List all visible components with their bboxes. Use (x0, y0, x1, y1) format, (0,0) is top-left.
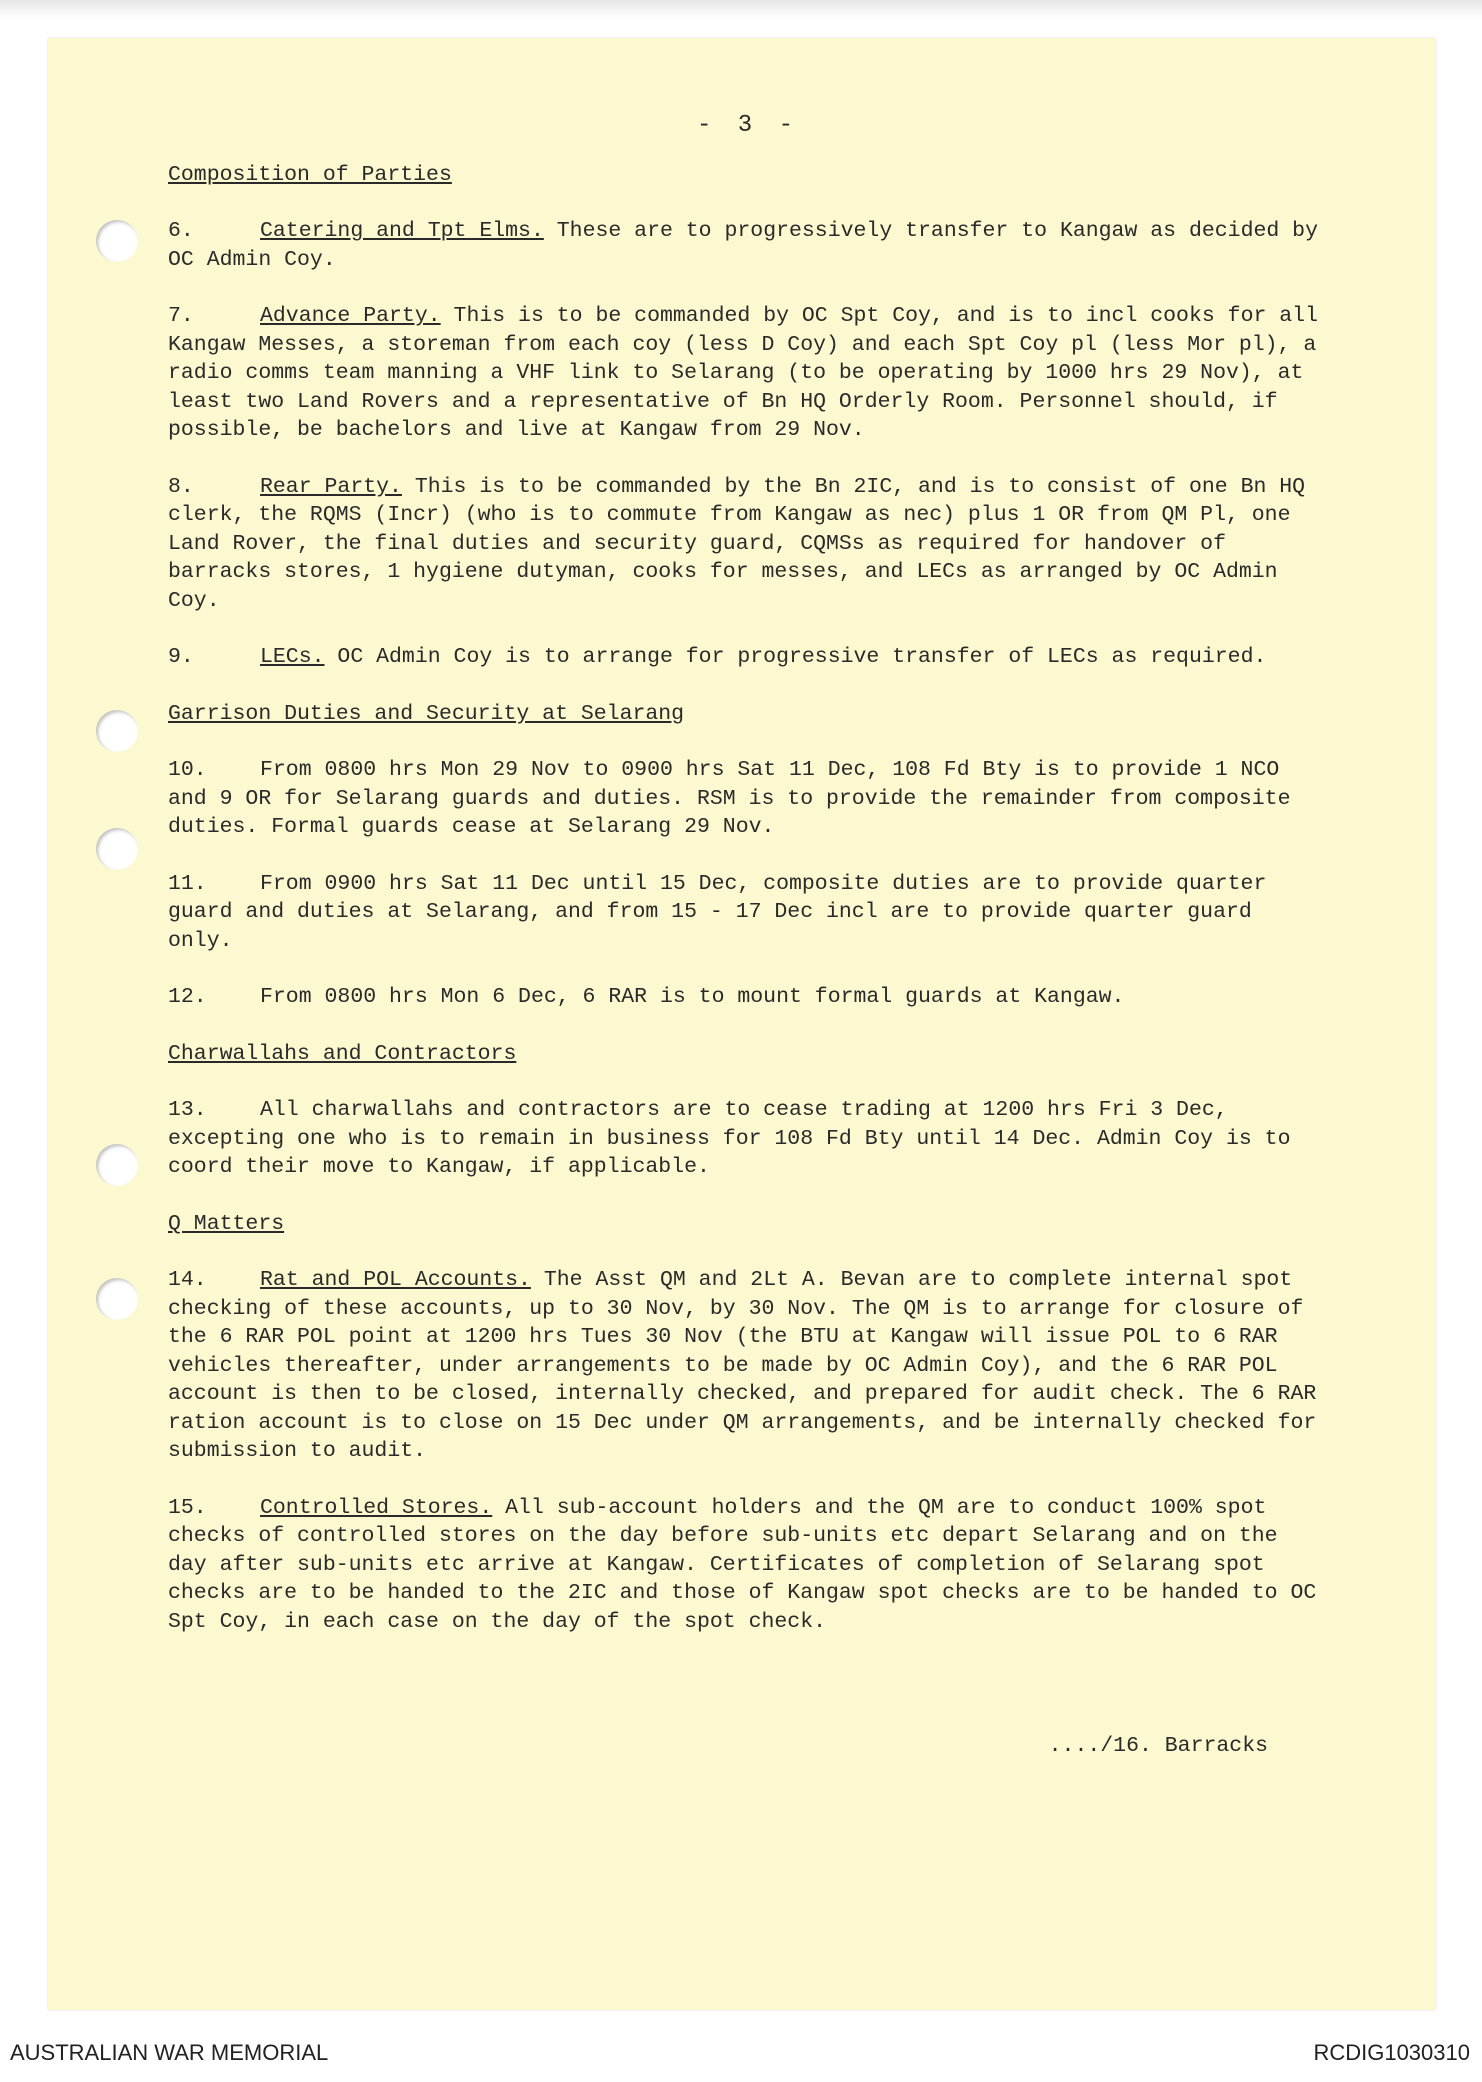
punch-hole (96, 710, 138, 752)
paragraph-title: Catering and Tpt Elms. (260, 219, 544, 243)
punch-hole (96, 1278, 138, 1320)
paragraph-number: 7. (168, 304, 194, 328)
paragraph (168, 643, 1328, 672)
paragraph (168, 1494, 1328, 1637)
paragraph (168, 983, 1328, 1012)
paragraph-title: Advance Party. (260, 304, 441, 328)
paragraph-number: 13. (168, 1098, 207, 1122)
paragraph-number: 11. (168, 871, 207, 896)
paragraph-number: 10. (168, 758, 207, 782)
punch-hole (96, 828, 138, 870)
paragraph (168, 870, 1328, 956)
footer-id: RCDIG1030310 (1313, 2040, 1470, 2065)
paragraph-text: From 0800 hrs Mon 6 Dec, 6 RAR is to mount formal guards at Kangaw. (260, 985, 1125, 1009)
paragraph (168, 1096, 1328, 1182)
section-heading: Garrison Duties and Security at Selarang (168, 701, 685, 726)
scan-top-edge (0, 0, 1482, 18)
paragraph-text: From 0900 hrs Sat 11 Dec until 15 Dec, composite duties are to provide quarter guard and duties at Selarang, and from 15 - 17 Dec incl are to provide quarter guard only. (168, 871, 1280, 953)
page-number: - 3 - (696, 112, 799, 139)
section-heading: Composition of Parties (168, 162, 452, 187)
section-heading: Q Matters (168, 1211, 285, 1236)
paragraph-number: 14. (168, 1268, 207, 1292)
paragraph-number: 9. (168, 645, 194, 669)
paragraph (168, 217, 1331, 274)
paragraph-number: 6. (168, 219, 194, 243)
punch-hole (96, 1144, 138, 1186)
paragraph-text: From 0800 hrs Mon 29 Nov to 0900 hrs Sat 11 Dec, 108 Fd Bty is to provide 1 NCO and 9 OR for Selarang guards and duties. RSM is to provide the remainder from composite duties. Formal guards cease at Selarang 29 Nov. (168, 758, 1304, 839)
punch-hole (96, 220, 138, 262)
paragraph-number: 15. (168, 1495, 207, 1520)
document-page (48, 38, 1436, 2010)
paragraph-title: LECs. (260, 645, 325, 669)
paragraph-title: Rat and POL Accounts. (260, 1268, 531, 1292)
paragraph-number: 12. (168, 985, 207, 1009)
paragraph-title: Controlled Stores. (260, 1495, 493, 1520)
paragraph (168, 302, 1331, 445)
paragraph-text: This is to be commanded by OC Spt Coy, and is to incl cooks for all Kangaw Messes, a storeman from each coy (less D Coy) and each Spt Coy pl (less Mor pl), a radio comms team manning a VHF link to Selarang (to be operating by 1000 hrs 29 Nov), at least two Land Rovers and a representative of Bn HQ Orderly Room. Personnel should, if possible, be bachelors and live at Kangaw from 29 Nov. (168, 304, 1331, 442)
continuation-note: ..../16. Barracks (1048, 1734, 1268, 1758)
paragraph-text: All sub-account holders and the QM are to conduct 100% spot checks of controlled stores on the day before sub-units etc depart Selarang and on the day after sub-units etc arrive at Kangaw. Certificates of completion of Selarang spot checks are to be handed to the 2IC and those of Kangaw spot checks are to be handed to OC Spt Coy, in each case on the day of the spot check. (168, 1495, 1330, 1634)
section-heading: Charwallahs and Contractors (168, 1041, 517, 1066)
paragraph (168, 756, 1328, 842)
paragraph-title: Rear Party. (260, 474, 402, 499)
paragraph (168, 473, 1328, 616)
paragraph-text: The Asst QM and 2Lt A. Bevan are to complete internal spot checking of these accounts, up to 30 Nov, by 30 Nov. The QM is to arrange for closure of the 6 RAR POL point at 1200 hrs Tues 30 Nov (the BTU at Kangaw will issue POL to 6 RAR vehicles thereafter, under arrangements to be made by OC Admin Coy), and the 6 RAR POL account is then to be closed, internally checked, and prepared for audit check. The 6 RAR ration account is to close on 15 Dec under QM arrangements, and be internally checked for submission to audit. (168, 1268, 1330, 1463)
paragraph (168, 1266, 1328, 1466)
footer-source: AUSTRALIAN WAR MEMORIAL (10, 2040, 329, 2065)
paragraph-text: This is to be commanded by the Bn 2IC, and is to consist of one Bn HQ clerk, the RQMS (Incr) (who is to commute from Kangaw as nec) plus 1 OR from QM Pl, one Land Rover, the final duties and security guard, CQMSs as required for handover of barracks stores, 1 hygiene dutyman, cooks for messes, and LECs as arranged by OC Admin Coy. (168, 474, 1318, 613)
paragraph-text: OC Admin Coy is to arrange for progressive transfer of LECs as required. (324, 645, 1267, 669)
sections-container (168, 161, 1331, 1637)
document-body (168, 112, 1331, 1761)
paragraph-text: All charwallahs and contractors are to cease trading at 1200 hrs Fri 3 Dec, excepting one who is to remain in business for 108 Fd Bty until 14 Dec. Admin Coy is to coord their move to Kangaw, if applicable. (168, 1098, 1304, 1179)
paragraph-text: These are to progressively transfer to Kangaw as decided by OC Admin Coy. (168, 219, 1331, 272)
paragraph-number: 8. (168, 474, 194, 499)
